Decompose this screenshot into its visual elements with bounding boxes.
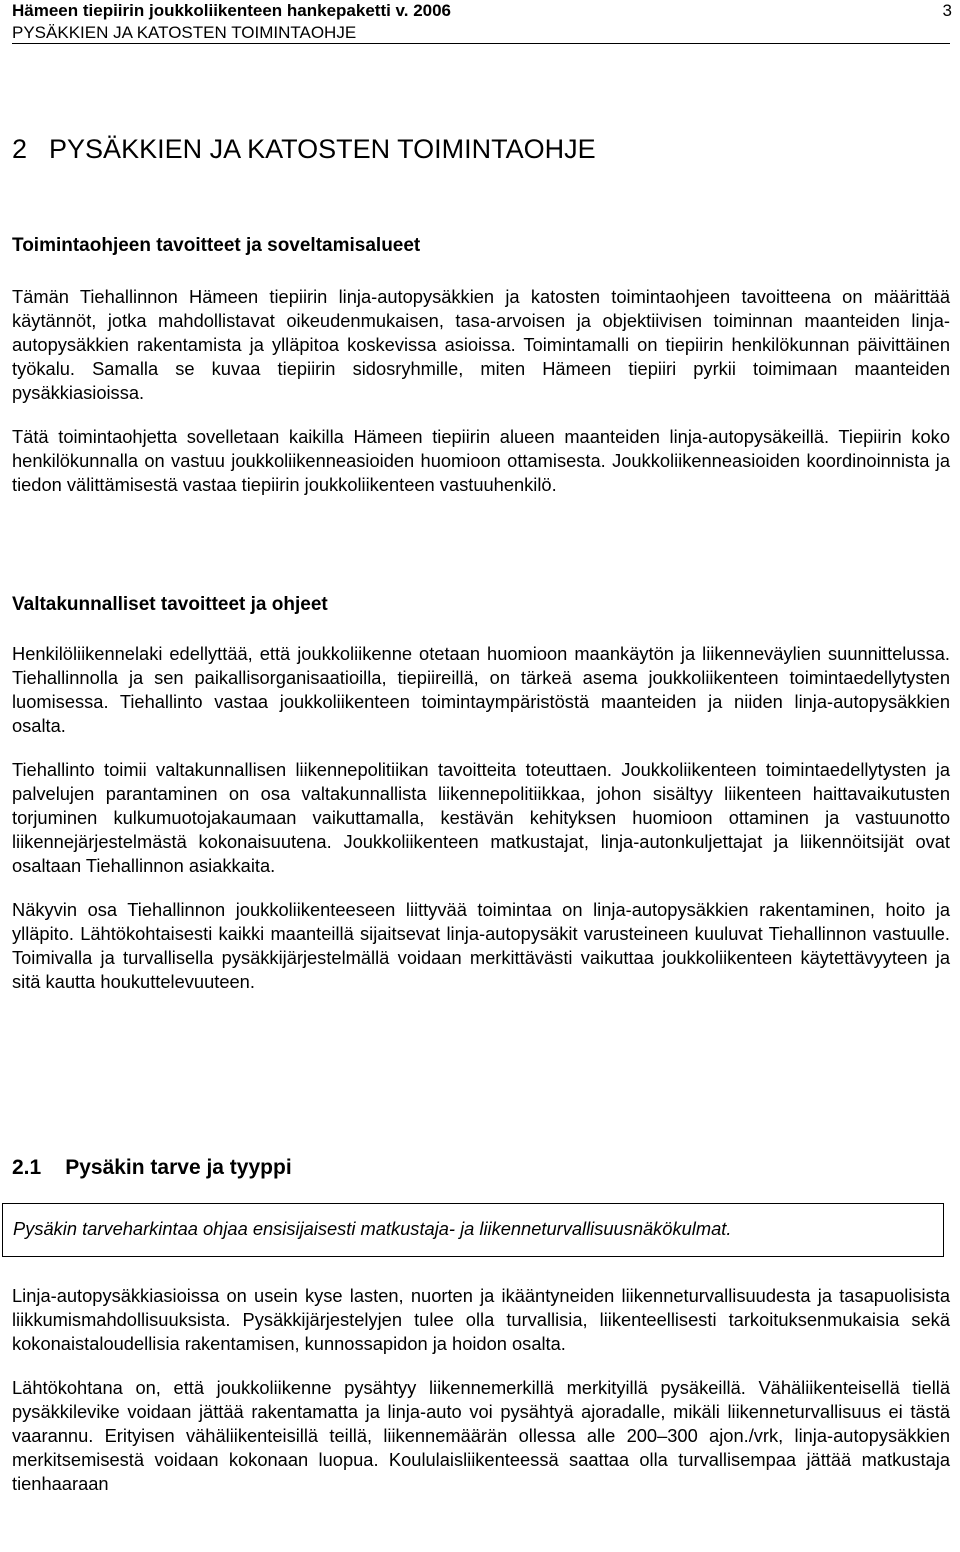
section-2-1-number: 2.1 xyxy=(12,1156,42,1179)
section-2-1-title: Pysäkin tarve ja tyyppi xyxy=(65,1156,292,1179)
boxed-note xyxy=(2,1203,944,1257)
boxed-note-text: Pysäkin tarveharkintaa ohjaa ensisijaisesti matkustaja- ja liikenneturvallisuusnäkökulmat. xyxy=(13,1218,732,1239)
header-divider xyxy=(12,43,950,44)
section-2-1-heading xyxy=(12,1154,292,1182)
section-national-paragraph-2: Tiehallinto toimii valtakunnallisen liikennepolitiikan tavoitteita toteuttaen. Joukkoliikenteen toimintaedellytysten ja palvelujen parantaminen on osa valtakunnallista liikennepolitiikkaa, johon sisältyy liikenteen haittavaikutusten torjuminen kulkumuotojakaumaan vaikuttamalla, kestävän kehityksen huomioon ottaminen ja vastuunotto liikennejärjestelmästä kokonaisuutena. Joukkoliikenteen matkustajat, linja-autonkuljettajat ja liikennöitsijät ovat osaltaan Tiehallinnon asiakkaita. xyxy=(12,759,950,876)
section-national-heading: Valtakunnalliset tavoitteet ja ohjeet xyxy=(12,594,328,615)
page-header xyxy=(12,0,950,44)
header-section-title: PYSÄKKIEN JA KATOSTEN TOIMINTAOHJE xyxy=(12,23,357,42)
section-goals-heading: Toimintaohjeen tavoitteet ja soveltamisalueet xyxy=(12,235,421,256)
chapter-heading xyxy=(12,132,596,166)
section-national-paragraph-3: Näkyvin osa Tiehallinnon joukkoliikenteeseen liittyvää toimintaa on linja-autopysäkkien rakentaminen, hoito ja ylläpito. Lähtökohtaisesti kaikki maanteillä sijaitsevat linja-autopysäkit varusteineen kuuluvat Tiehallinnon vastuulle. Toimivalla ja turvallisella pysäkkijärjestelmällä voidaan merkittävästi vaikuttaa joukkoliikenteen käytettävyyteen ja sitä kautta houkuttelevuuteen. xyxy=(12,899,950,992)
section-goals-paragraph-1: Tämän Tiehallinnon Hämeen tiepiirin linja-autopysäkkien ja katosten toimintaohjeen tavoitteena on määrittää käytännöt, jotka mahdollistavat oikeudenmukaisen, tasa-arvoisen ja objektiivisen toiminnan maanteiden linja-autopysäkkien rakentamista ja ylläpitoa koskevissa asioissa. Toimintamalli on tiepiirin henkilökunnan päivittäinen työkalu. Samalla se kuvaa tiepiirin sidosryhmille, miten Hämeen tiepiiri pyrkii toimimaan maanteiden pysäkkiasioissa. xyxy=(12,286,950,403)
header-document-title: Hämeen tiepiirin joukkoliikenteen hankepaketti v. 2006 xyxy=(12,1,452,20)
section-goals xyxy=(12,233,950,497)
chapter-title: PYSÄKKIEN JA KATOSTEN TOIMINTAOHJE xyxy=(49,134,596,164)
section-2-1-paragraph-2: Lähtökohtana on, että joukkoliikenne pysähtyy liikennemerkillä merkityillä pysäkeillä. Vähäliikenteisellä tiellä pysäkkilevike voidaan jättää rakentamatta ja linja-auto voi pysähtyä ajoradalle, mikäli liikenneturvallisuus ei tästä vaarannu. Erityisen vähäliikenteisillä teillä, liikennemäärän ollessa alle 200–300 ajon./vrk, linja-autopysäkkien merkitsemisestä voidaan kokonaan luopua. Koululaisliikenteessä saattaa olla turvallisempaa jättää matkustaja tienhaaraan xyxy=(12,1377,950,1494)
section-national-paragraph-1: Henkilöliikennelaki edellyttää, että joukkoliikenne otetaan huomioon maankäytön ja liikenneväylien suunnittelussa. Tiehallinnolla ja sen paikallisorganisaatioilla, tiepiireillä, on tärkeä asema joukkoliikenteen toimintaedellytysten luomisessa. Tiehallinto vastaa joukkoliikenteen toimintaympäristöstä maanteiden ja niiden linja-autopysäkkien osalta. xyxy=(12,643,950,736)
section-national xyxy=(12,592,950,994)
page-number: 3 xyxy=(942,1,952,20)
section-2-1-body xyxy=(12,1284,950,1496)
section-goals-paragraph-2: Tätä toimintaohjetta sovelletaan kaikilla Hämeen tiepiirin alueen maanteiden linja-autopysäkeillä. Tiepiirin koko henkilökunnalla on vastuu joukkoliikenneasioiden huomioon ottamisesta. Joukkoliikenneasioiden koordinoinnista ja tiedon välittämisestä vastaa tiepiirin joukkoliikenteen vastuuhenkilö. xyxy=(12,426,950,495)
section-2-1-paragraph-1: Linja-autopysäkkiasioissa on usein kyse lasten, nuorten ja ikääntyneiden liikenneturvallisuudesta ja tasapuolisista liikkumismahdollisuuksista. Pysäkkijärjestelyjen tulee olla turvallisia, liikenteellisesti tarkoituksenmukaisia sekä kokonaistaloudellisia rakentamisen, kunnossapidon ja hoidon osalta. xyxy=(12,1285,950,1354)
chapter-number: 2 xyxy=(12,134,28,164)
